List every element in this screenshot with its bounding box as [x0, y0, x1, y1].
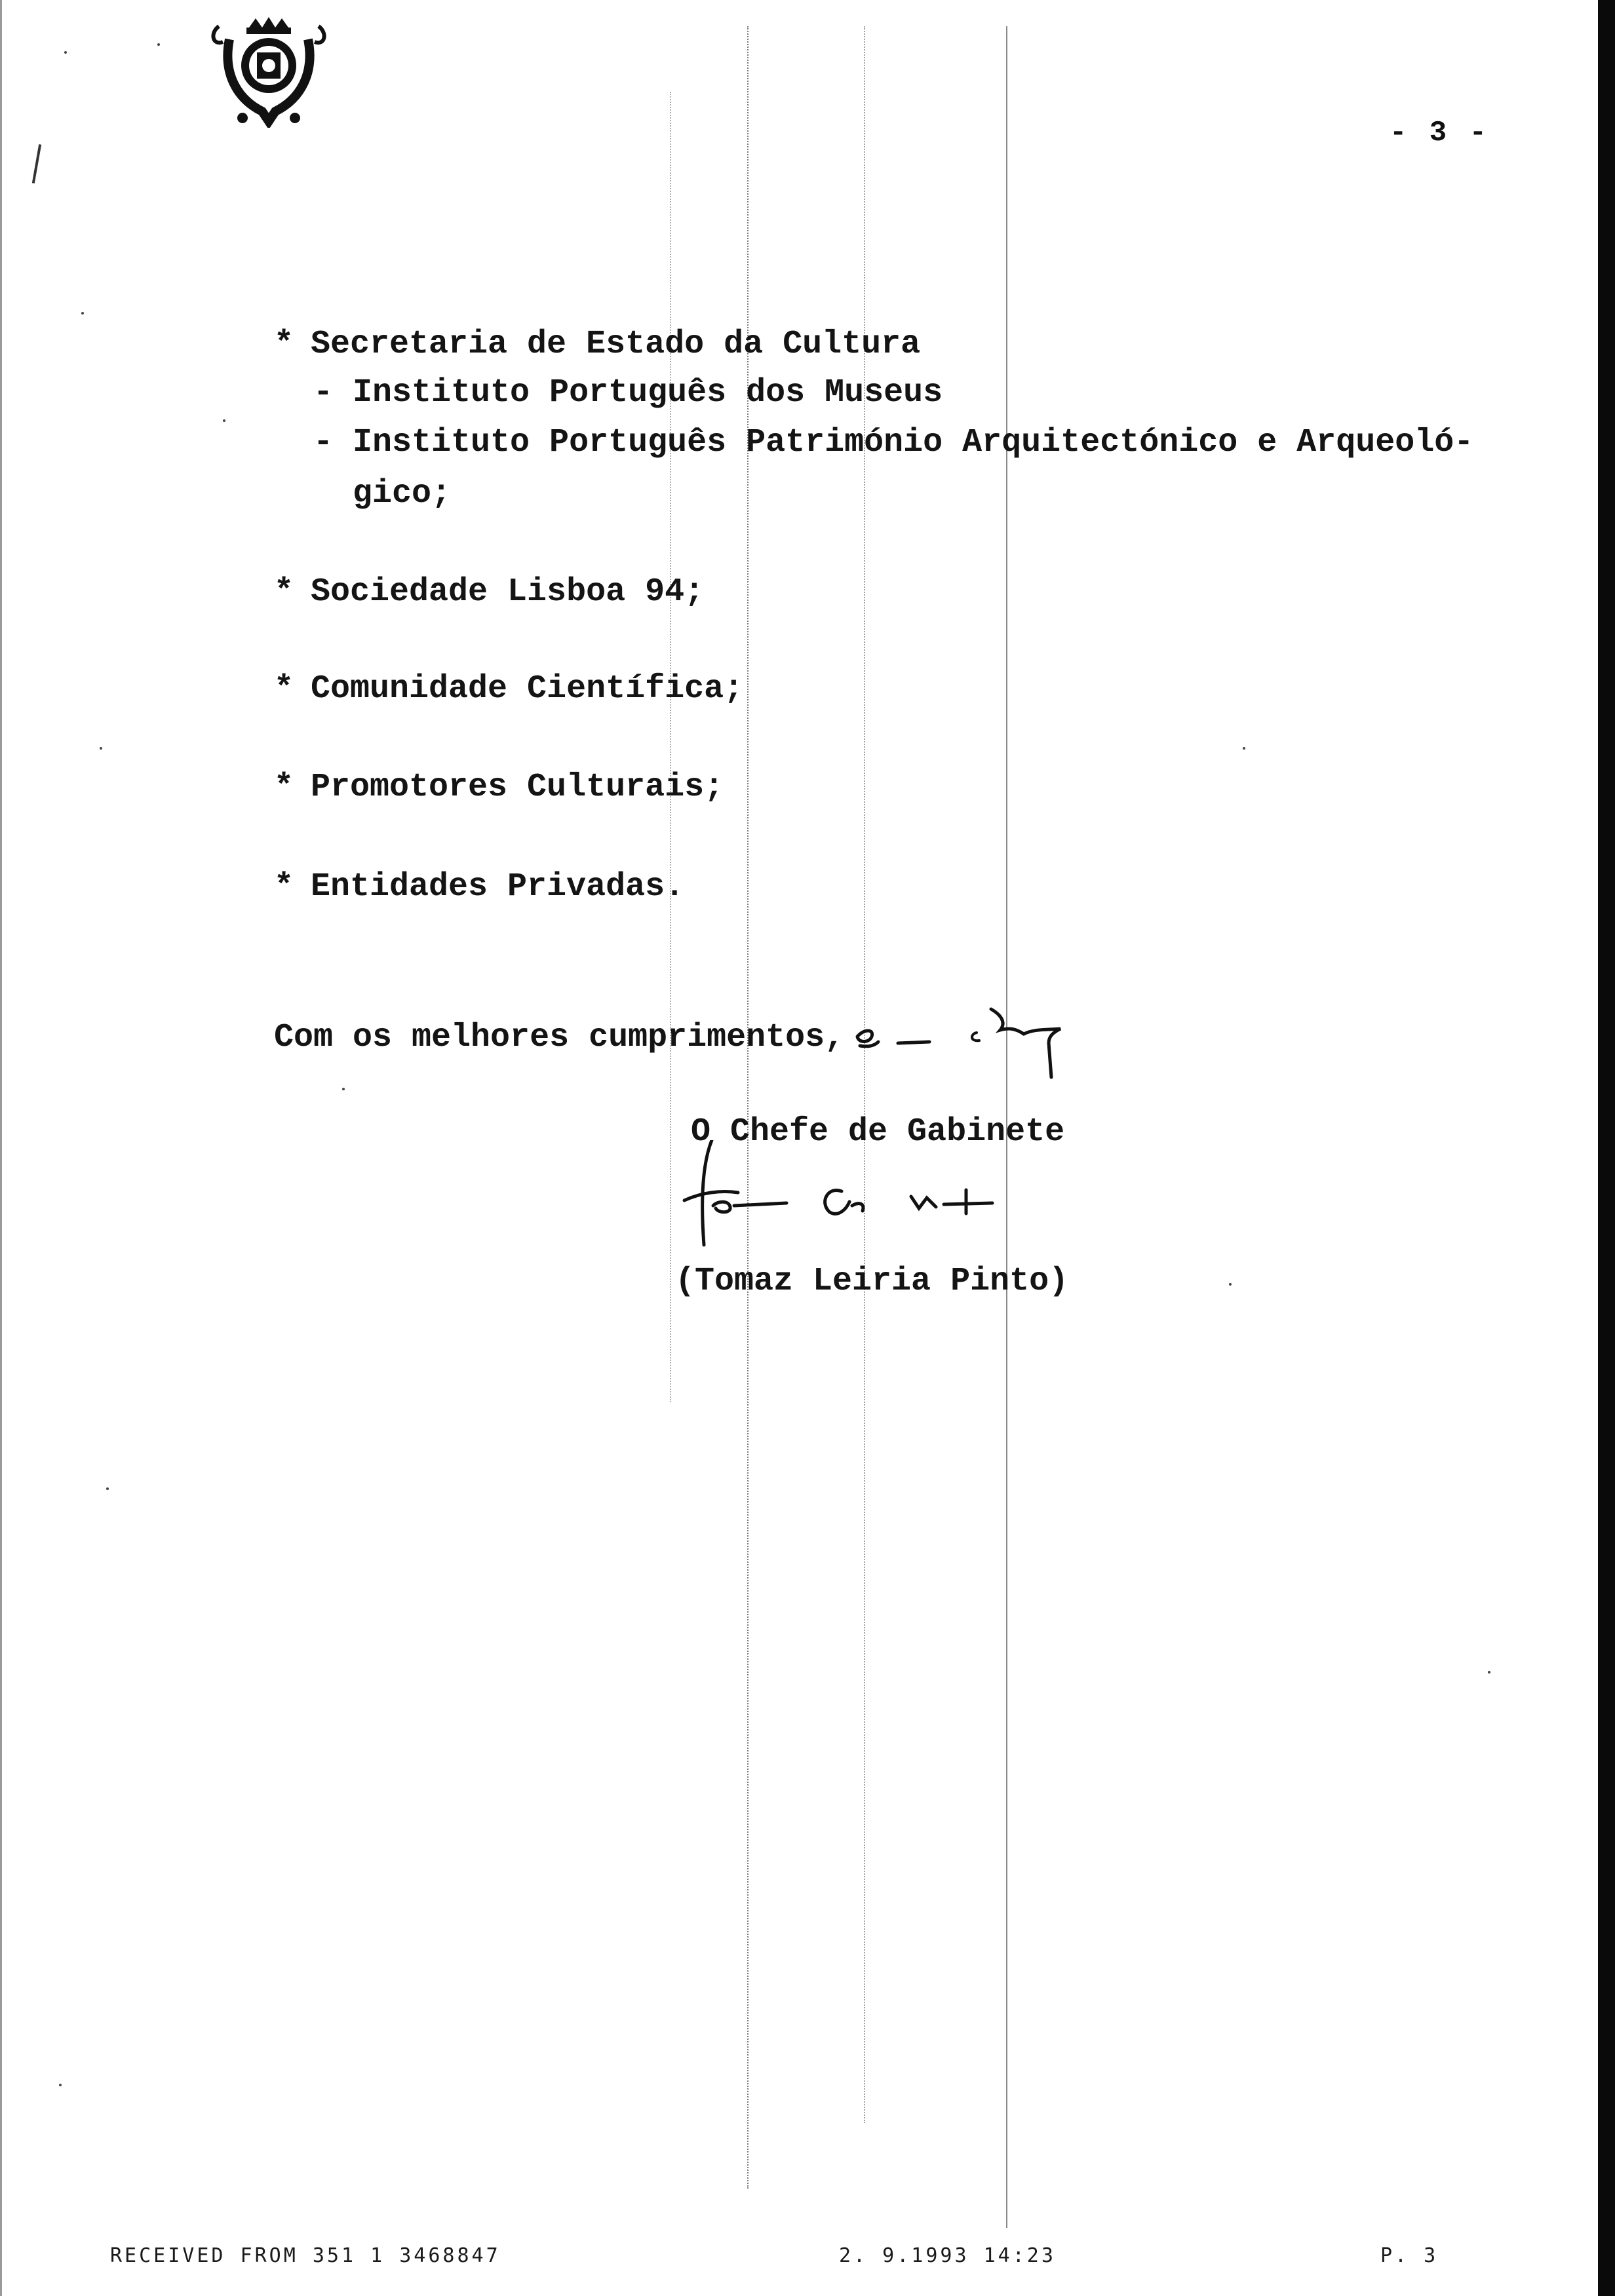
scan-speck: [342, 1088, 345, 1090]
list-item-label: Comunidade Científica;: [311, 670, 744, 708]
list-item-label: Sociedade Lisboa 94;: [311, 573, 705, 611]
signatory-role: O Chefe de Gabinete: [691, 1113, 1065, 1151]
scan-edge-right: [1598, 0, 1615, 2296]
scan-speck: [100, 747, 102, 750]
scan-mark: [32, 144, 41, 183]
signature-icon: [675, 1140, 1016, 1258]
scan-speck: [1488, 1671, 1490, 1674]
coat-of-arms-icon: [203, 13, 334, 128]
bullet-asterisk: *: [274, 868, 294, 906]
list-item: [274, 768, 724, 807]
scan-speck: [106, 1487, 109, 1490]
closing-salutation: Com os melhores cumprimentos,: [274, 1019, 845, 1056]
bullet-asterisk: *: [274, 326, 294, 363]
scan-speck: [1243, 747, 1245, 750]
scan-edge-left: [0, 0, 2, 2296]
fax-received-from: RECEIVED FROM 351 1 3468847: [110, 2244, 501, 2267]
scan-speck: [157, 43, 160, 46]
page-number: - 3 -: [1390, 117, 1490, 149]
sub-list-item: - Instituto Português dos Museus: [313, 374, 943, 411]
bullet-asterisk: *: [274, 670, 294, 708]
scan-speck: [59, 2084, 62, 2086]
list-item-label: Promotores Culturais;: [311, 769, 724, 806]
list-item-label: Entidades Privadas.: [311, 868, 685, 906]
sub-list-item: - Instituto Português Património Arquitectónico e Arqueoló-: [313, 424, 1474, 461]
fax-streak: [670, 92, 671, 1402]
scan-speck: [1229, 1283, 1232, 1286]
scan-speck: [223, 419, 225, 422]
list-item: [274, 670, 743, 709]
signatory-name: (Tomaz Leiria Pinto): [675, 1263, 1069, 1300]
list-item: [274, 325, 920, 364]
list-item: [274, 573, 704, 612]
fax-date-time: 2. 9.1993 14:23: [839, 2244, 1056, 2267]
bullet-asterisk: *: [274, 769, 294, 806]
scan-speck: [64, 51, 67, 54]
scan-speck: [81, 312, 84, 315]
list-item: [274, 868, 684, 907]
bullet-asterisk: *: [274, 573, 294, 611]
handwritten-note-icon: [852, 996, 1075, 1081]
list-item-label: Secretaria de Estado da Cultura: [311, 326, 921, 363]
fax-page: P. 3: [1380, 2244, 1439, 2267]
sub-list-item-continuation: gico;: [353, 475, 452, 512]
